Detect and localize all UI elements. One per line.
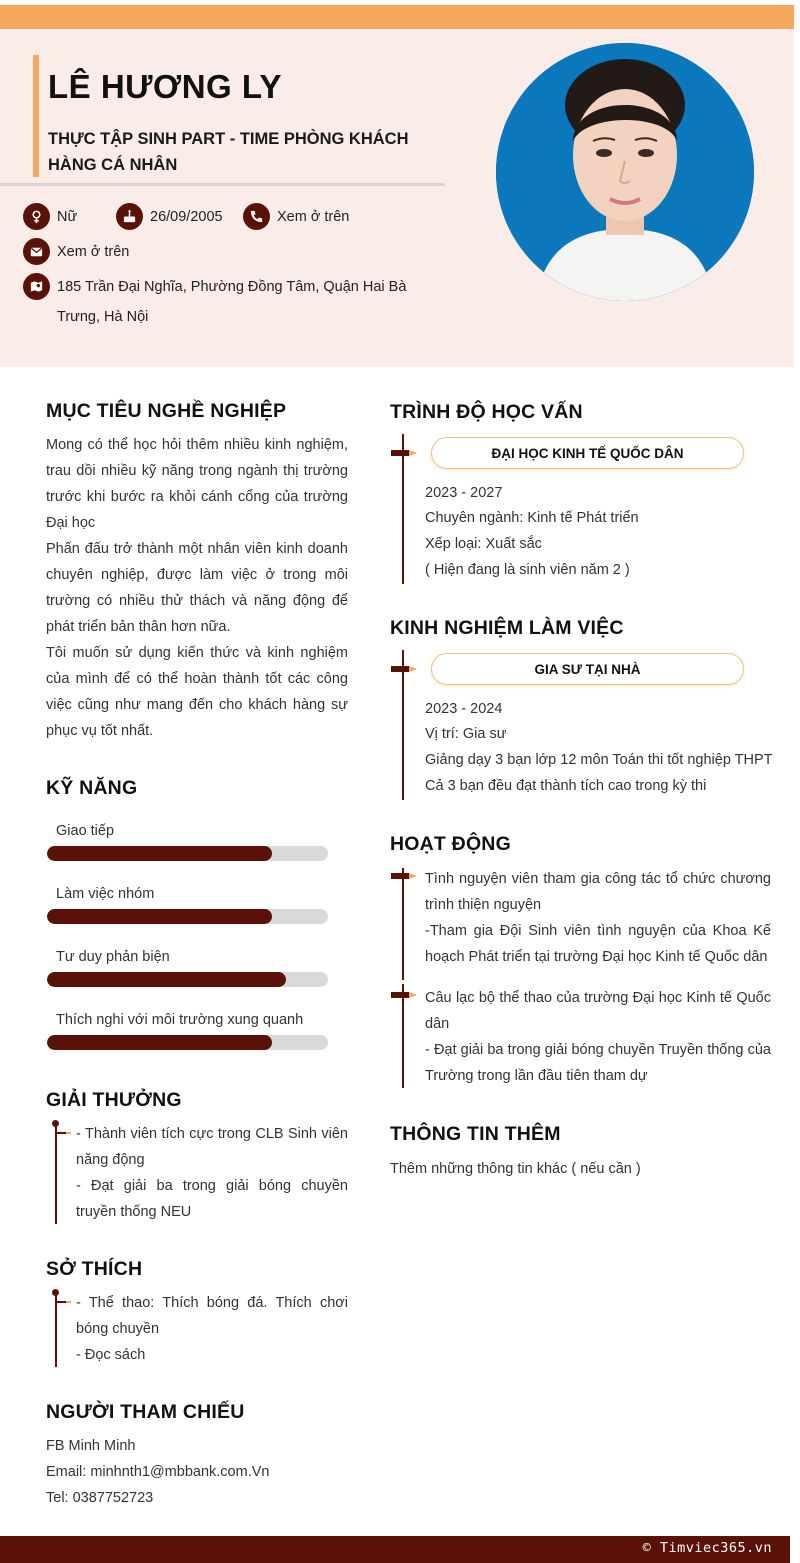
education-pencil-marker xyxy=(391,449,417,457)
activity-pencil-marker-2 xyxy=(391,991,417,999)
candidate-name: LÊ HƯƠNG LY xyxy=(48,68,283,105)
objective-title: MỤC TIÊU NGHỀ NGHIỆP xyxy=(46,400,287,422)
extra-info-title: THÔNG TIN THÊM xyxy=(390,1123,561,1145)
awards-title: GIẢI THƯỞNG xyxy=(46,1089,182,1111)
address-line-1: 185 Trần Đại Nghĩa, Phường Đồng Tâm, Quận Hai Bà xyxy=(57,279,407,295)
objective-paragraph-1: Mong có thể học hỏi thêm nhiều kinh nghiệm, trau dồi nhiều kỹ năng trong ngành thị trường trước khi bước ra khỏi cánh cổng của trường Đại học xyxy=(46,437,348,531)
experience-detail-1: Giảng dạy 3 bạn lớp 12 môn Toán thi tốt nghiệp THPT xyxy=(425,752,773,768)
objective-paragraph-2: Phấn đấu trở thành một nhân viên kinh doanh chuyên nghiệp, được làm việc ở trong môi trường có nhiều thử thách và năng động để phát triển bản thân hơn nữa. xyxy=(46,541,348,635)
awards-timeline-line xyxy=(55,1122,57,1224)
hobbies-title: SỞ THÍCH xyxy=(46,1258,143,1280)
hobby-line-2: - Đọc sách xyxy=(76,1347,146,1363)
activities-title: HOẠT ĐỘNG xyxy=(390,833,511,855)
birthday-value: 26/09/2005 xyxy=(150,209,223,225)
award-line-2: - Đạt giải ba trong giải bóng chuyền truyền thống NEU xyxy=(76,1178,348,1220)
activity-item-2: Câu lạc bộ thể thao của trường Đại học Kinh tế Quốc dân - Đạt giải ba trong giải bóng chuyền Truyền thống của Trường trong lần đầu tiên tham dự xyxy=(425,990,771,1084)
reference-phone: Tel: 0387752723 xyxy=(46,1490,154,1506)
education-title: TRÌNH ĐỘ HỌC VẤN xyxy=(390,401,583,423)
education-school-pill: ĐẠI HỌC KINH TẾ QUỐC DÂN xyxy=(431,437,744,469)
activities-timeline-line-2 xyxy=(402,984,404,1088)
experience-job-pill: GIA SƯ TẠI NHÀ xyxy=(431,653,744,685)
phone-value: Xem ở trên xyxy=(277,209,350,225)
top-accent-bar xyxy=(0,5,794,29)
awards-timeline-tip xyxy=(66,1132,71,1134)
skill-label: Làm việc nhóm xyxy=(56,886,155,902)
hobbies-timeline-tip xyxy=(66,1301,71,1303)
extra-info-text: Thêm những thông tin khác ( nếu cần ) xyxy=(390,1161,641,1177)
activities-timeline-line-1 xyxy=(402,868,404,980)
skill-bar-fill xyxy=(47,846,272,861)
map-location-icon xyxy=(23,273,50,300)
award-line-1: - Thành viên tích cực trong CLB Sinh viên năng động xyxy=(76,1126,348,1168)
footer-watermark: © Timviec365.vn xyxy=(642,1540,772,1556)
hobby-line-1: - Thể thao: Thích bóng đá. Thích chơi bóng chuyền xyxy=(76,1295,348,1337)
name-accent-bar xyxy=(33,55,39,177)
objective-paragraph-3: Tôi muốn sử dụng kiến thức và kinh nghiệm của mình để có thể hoàn thành tốt các công việc cũng như mang đến cho khách hàng sự phục vụ tốt nhất. xyxy=(46,645,348,739)
experience-detail-2: Cả 3 bạn đều đạt thành tích cao trong kỳ thi xyxy=(425,778,707,794)
avatar xyxy=(496,43,754,301)
experience-title: KINH NGHIỆM LÀM VIỆC xyxy=(390,617,624,639)
birthday-cake-icon xyxy=(116,203,143,230)
activity-pencil-marker-1 xyxy=(391,872,417,880)
skill-bar-track xyxy=(47,972,328,987)
experience-role: Vị trí: Gia sư xyxy=(425,726,507,742)
education-grade: Xếp loại: Xuất sắc xyxy=(425,536,542,552)
references-title: NGƯỜI THAM CHIẾU xyxy=(46,1401,245,1423)
skill-label: Tư duy phản biện xyxy=(56,949,170,965)
skill-bar-fill xyxy=(47,909,272,924)
skills-title: KỸ NĂNG xyxy=(46,777,138,799)
header-divider xyxy=(0,183,445,186)
skill-bar-track xyxy=(47,846,328,861)
skill-label: Giao tiếp xyxy=(56,823,115,839)
awards-timeline-dot xyxy=(52,1120,59,1127)
skill-label: Thích nghi với môi trường xung quanh xyxy=(56,1012,304,1028)
footer-bar xyxy=(0,1536,790,1563)
education-note: ( Hiện đang là sinh viên năm 2 ) xyxy=(425,562,630,578)
skill-bar-track xyxy=(47,1035,328,1050)
hobbies-timeline-dot xyxy=(52,1289,59,1296)
experience-years: 2023 - 2024 xyxy=(425,701,503,717)
education-years: 2023 - 2027 xyxy=(425,485,503,501)
skill-bar-fill xyxy=(47,1035,272,1050)
activity-item-1: Tình nguyện viên tham gia công tác tổ chức chương trình thiện nguyện -Tham gia Đội Sinh viên tình nguyện của Khoa Kế hoạch Phát triển tại trường Đại học Kinh tế Quốc dân xyxy=(425,871,771,965)
skill-bar-fill xyxy=(47,972,286,987)
address-line-2: Trưng, Hà Nội xyxy=(57,309,149,325)
reference-name: FB Minh Minh xyxy=(46,1438,136,1454)
reference-email: Email: minhnth1@mbbank.com.Vn xyxy=(46,1464,270,1480)
skill-bar-track xyxy=(47,909,328,924)
education-major: Chuyên ngành: Kinh tế Phát triển xyxy=(425,510,639,526)
phone-icon xyxy=(243,203,270,230)
experience-pencil-marker xyxy=(391,665,417,673)
gender-icon xyxy=(23,203,50,230)
gender-value: Nữ xyxy=(57,209,78,225)
email-icon xyxy=(23,238,50,265)
email-value: Xem ở trên xyxy=(57,244,130,260)
job-position: THỰC TẬP SINH PART - TIME PHÒNG KHÁCH HÀNG CÁ NHÂN xyxy=(48,130,409,174)
portrait-photo xyxy=(496,43,754,301)
